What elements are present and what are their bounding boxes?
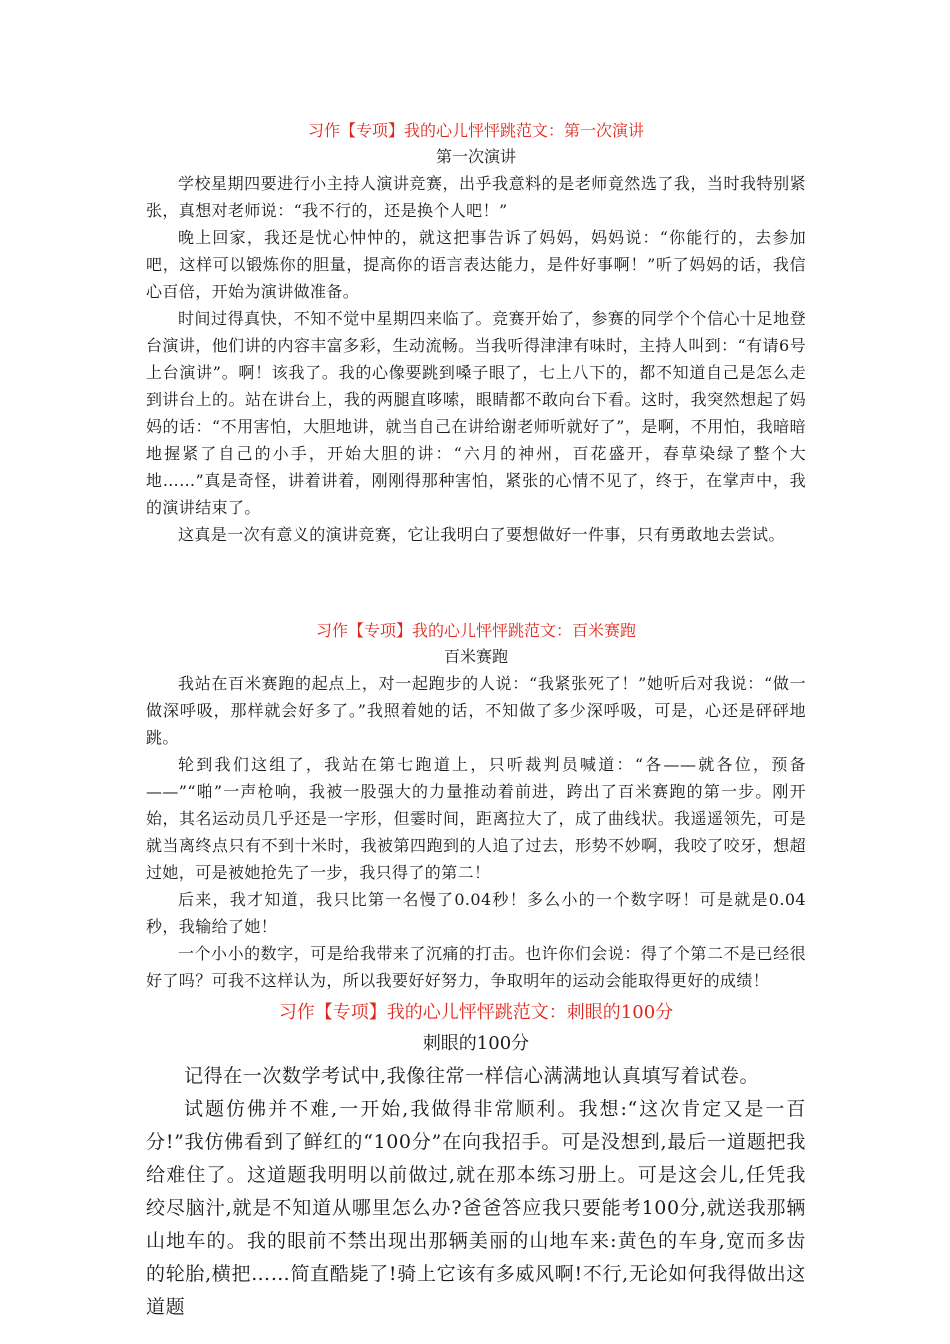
essay-heading: 习作【专项】我的心儿怦怦跳范文：刺眼的100分 — [278, 1002, 674, 1023]
essay-title: 百米赛跑 — [443, 647, 508, 666]
essay-paragraph: 晚上回家，我还是忧心忡忡的，就这把事告诉了妈妈，妈妈说：“你能行的，去参加吧，这样可以锻炼你的胆量，提高你的语言表达能力，是件好事啊！”听了妈妈的话，我信心百倍，开始为演讲做准备。 — [146, 228, 806, 301]
essay-paragraph: 这真是一次有意义的演讲竞赛，它让我明白了要想做好一件事，只有勇敢地去尝试。 — [178, 525, 785, 544]
essay-section-first-speech — [146, 118, 806, 548]
essay-paragraph: 时间过得真快，不知不觉中星期四来临了。竞赛开始了，参赛的同学个个信心十足地登台演讲，他们讲的内容丰富多彩，生动流畅。当我听得津津有味时，主持人叫到：“有请6号上台演讲”。啊！该我了。我的心像要跳到嗓子眼了，七上八下的，都不知道自己是怎么走到讲台上的。站在讲台上，我的两腿直哆嗦，眼睛都不敢向台下看。这时，我突然想起了妈妈的话：“不用害怕，大胆地讲，就当自己在讲给谢老师听就好了”，是啊，不用怕，我暗暗地握紧了自己的小手，开始大胆的讲：“六月的神州，百花盛开，春草染绿了整个大地……”真是奇怪，讲着讲着，刚刚得那种害怕，紧张的心情不见了，终于，在掌声中，我的演讲结束了。 — [146, 309, 806, 517]
essay-paragraph: 我站在百米赛跑的起点上，对一起跑步的人说：“我紧张死了！”她听后对我说：“做一做深呼吸，那样就会好多了。”我照着她的话，不知做了多少深呼吸，可是，心还是砰砰地跳。 — [146, 674, 806, 747]
essay-paragraph: 一个小小的数字，可是给我带来了沉痛的打击。也许你们会说：得了个第二不是已经很好了吗？可我不这样认为，所以我要好好努力，争取明年的运动会能取得更好的成绩！ — [146, 944, 806, 990]
document-page — [146, 0, 806, 1324]
essay-section-dazzling-100 — [146, 998, 806, 1324]
essay-heading: 习作【专项】我的心儿怦怦跳范文：第一次演讲 — [307, 121, 644, 140]
essay-heading: 习作【专项】我的心儿怦怦跳范文：百米赛跑 — [315, 621, 636, 640]
essay-paragraph: 轮到我们这组了，我站在第七跑道上，只听裁判员喊道：“各——就各位，预备——”“啪”一声枪响，我被一股强大的力量推动着前进，跨出了百米赛跑的第一步。刚开始，其名运动员几乎还是一字形，但霎时间，距离拉大了，成了曲线状。我遥遥领先，可是就当离终点只有不到十米时，我被第四跑到的人追了过去，形势不妙啊，我咬了咬牙，想超过她，可是被她抢先了一步，我只得了的第二！ — [146, 755, 806, 882]
essay-paragraph: 记得在一次数学考试中,我像往常一样信心满满地认真填写着试卷。 — [184, 1065, 760, 1087]
essay-title: 第一次演讲 — [435, 147, 516, 166]
essay-paragraph: 学校星期四要进行小主持人演讲竞赛，出乎我意料的是老师竟然选了我，当时我特别紧张，真想对老师说：“我不行的，还是换个人吧！” — [146, 174, 806, 220]
essay-paragraph: 试题仿佛并不难,一开始,我做得非常顺利。我想:“这次肯定又是一百分!”我仿佛看到了鲜红的“100分”在向我招手。可是没想到,最后一道题把我给难住了。这道题我明明以前做过,就在那本练习册上。可是这会儿,任凭我绞尽脑汁,就是不知道从哪里怎么办?爸爸答应我只要能考100分,就送我那辆山地车的。我的眼前不禁出现出那辆美丽的山地车来:黄色的车身,宽而多齿的轮胎,横把……简直酷毙了!骑上它该有多威风啊!不行,无论如何我得做出这道题 — [146, 1098, 806, 1318]
essay-title: 刺眼的100分 — [422, 1033, 530, 1054]
essay-section-hundred-meter-race — [146, 618, 806, 994]
essay-paragraph: 后来，我才知道，我只比第一名慢了0.04秒！多么小的一个数字呀！可是就是0.04秒，我输给了她！ — [146, 890, 806, 936]
